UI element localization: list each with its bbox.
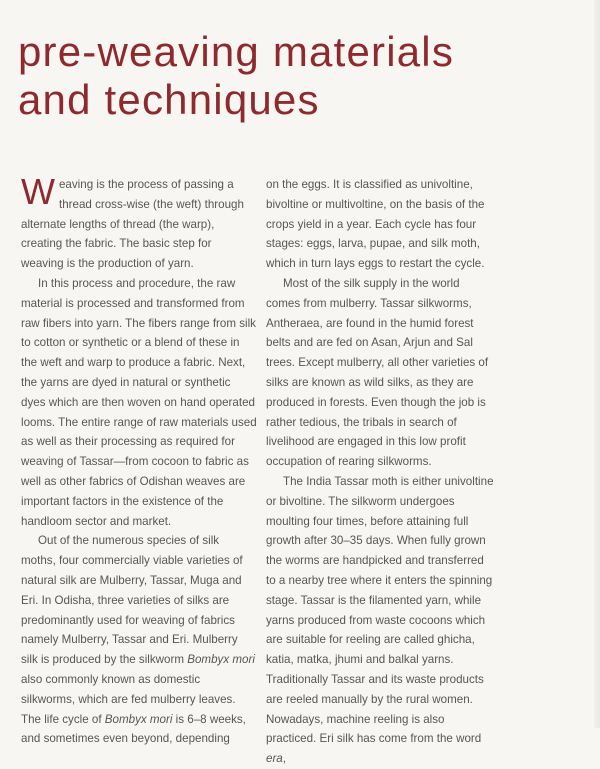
paragraph-raw-material: In this process and procedure, the raw material is processed and transformed from raw fibers into yarn. The fibers range from silk to cotton or synthetic or a blend of these in the weft and warp to produce a fabric. Next, the yarns are dyed in natural or synthetic dyes which are then woven on hand operated looms. The entire range of raw materials used as well as their processing as required for weaving of Tassar—from cocoon to fabric as well as other fabrics of Odishan weaves are important factors in the existence of the handloom sector and market.	[21, 276, 257, 528]
drop-cap: W	[21, 171, 55, 212]
paragraph-tassar-moth-end: ,	[282, 752, 286, 766]
paragraph-silk-moths-text-a: Out of the numerous species of silk moths, four commercially viable varieties of natural silk are Mulberry, Tassar, Muga and Eri. In Odisha, three varieties of silks are predominantly used for weaving of fabrics namely Mulberry, Tassar and Eri. Mulberry silk is produced by the silkworm	[21, 534, 243, 667]
paragraph-silk-moths-text-c: is 6–8 weeks, and sometimes even beyond, depending	[21, 712, 246, 746]
paragraph-tassar-moth	[266, 472, 496, 769]
page-title	[18, 28, 454, 124]
page-title-line-2: and techniques	[18, 76, 320, 123]
species-name-italic: Bombyx mori	[187, 653, 255, 667]
word-era-italic: era	[266, 752, 283, 766]
paragraph-weaving-intro-text: eaving is the process of passing a thread cross-wise (the weft) through alternate lengths of thread (the warp), creating the fabric. The basic step for weaving is the production of yarn.	[21, 178, 244, 271]
page-edge-shadow	[594, 0, 600, 728]
page-title-line-1: pre-weaving materials	[18, 28, 455, 75]
paragraph-weaving-intro	[21, 171, 257, 274]
paragraph-tassar-moth-text: The India Tassar moth is either univoltine or bivoltine. The silkworm undergoes moulting four times, before attaining full growth after 30–35 days. When fully grown the worms are handpicked and transferred to a nearby tree where it enters the spinning stage. Tassar is the filamented yarn, while yarns produced from waste cocoons which are suitable for reeling are called ghicha, katia, matka, jhumi and balkal yarns. Traditionally Tassar and its waste products are reeled manually by the rural women. Nowadays, machine reeling is also practiced. Eri silk has come from the word	[266, 474, 494, 746]
species-name-italic: Bombyx mori	[104, 712, 173, 726]
right-text-column	[266, 175, 496, 769]
paragraph-silk-moths	[21, 531, 257, 749]
paragraph-silk-moths-text-b: also commonly known as domestic silkworms, which are fed mulberry leaves. The life cycle of	[21, 672, 236, 726]
paragraph-life-cycle: on the eggs. It is classified as univoltine, bivoltine or multivoltine, on the basis of the crops yield in a year. Each cycle has four stages: eggs, larva, pupae, and silk moth, which in turn lays eggs to restart the cycle.	[266, 178, 485, 271]
paragraph-silk-supply: Most of the silk supply in the world comes from mulberry. Tassar silkworms, Antheraea, are found in the humid forest belts and are fed on Asan, Arjun and Sal trees. Except mulberry, all other varieties of silks are known as wild silks, as they are produced in forests. Even though the job is rather tedious, the tribals in search of livelihood are engaged in this low profit occupation of rearing silkworms.	[266, 276, 489, 469]
left-text-column	[21, 171, 257, 749]
